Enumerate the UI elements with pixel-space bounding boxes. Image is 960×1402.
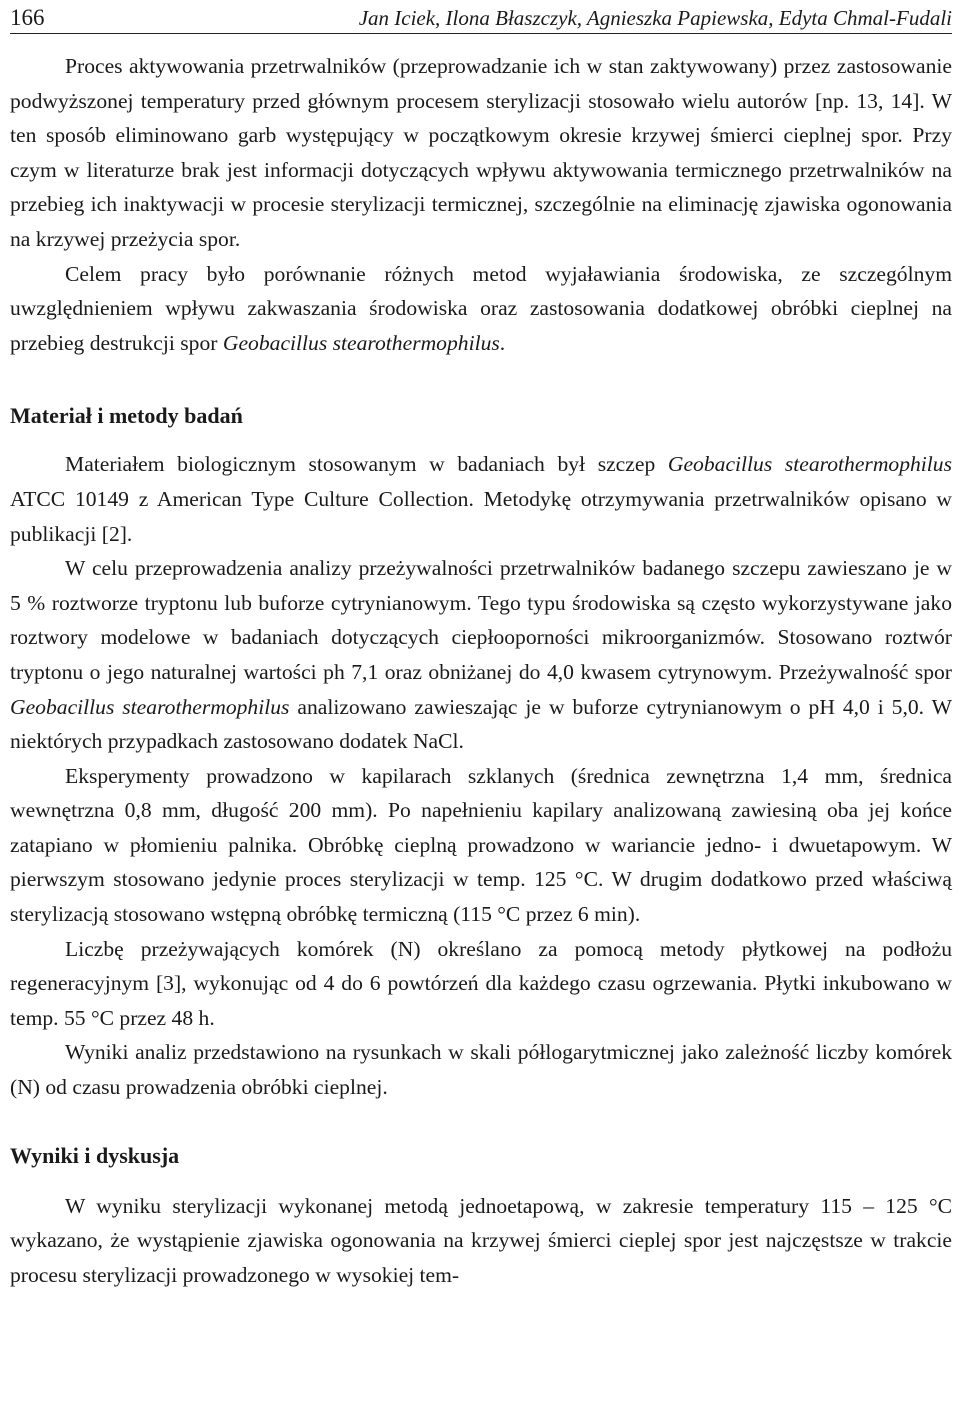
page-number: 166 — [10, 5, 45, 30]
running-head — [10, 0, 952, 34]
intro-paragraph-2-text: Celem pracy było porównanie różnych metod wyjaławiania środowiska, ze szczególnym uwzględnieniem wpływu zakwaszania środowiska oraz zastosowania dodatkowej obróbki cieplnej na przebieg destrukcji spor — [10, 261, 952, 355]
species-name: Geobacillus stearothermophilus — [222, 330, 500, 355]
intro-paragraph-1 — [10, 49, 952, 257]
materials-paragraph-1-text: Materiałem biologicznym stosowanym w badaniach był szczep — [65, 452, 668, 477]
running-head-authors: Jan Iciek, Ilona Błaszczyk, Agnieszka Papiewska, Edyta Chmal-Fudali — [358, 6, 952, 30]
materials-paragraph-3: Eksperymenty prowadzono w kapilarach szklanych (średnica zewnętrzna 1,4 mm, średnica wewnętrzna 0,8 mm, długość 200 mm). Po napełnieniu kapilary analizowaną zawiesiną oba jej końce zatapiano w płomieniu palnika. Obróbkę cieplną prowadzono w wariancie jedno- i dwuetapowym. W pierwszym stosowano jedynie proces sterylizacji w temp. 125 °C. W drugim dodatkowo przed właściwą sterylizacją stosowano wstępną obróbkę termiczną (115 °C przez 6 min). — [10, 763, 952, 927]
section-heading-materials: Materiał i metody badań — [10, 403, 243, 429]
materials-paragraph-1 — [10, 447, 952, 551]
intro-paragraph-2-end: . — [499, 330, 506, 355]
section-heading-results: Wyniki i dyskusja — [10, 1142, 180, 1168]
materials-paragraph-5: Wyniki analiz przedstawiono na rysunkach w skali półlogarytmicznej jako zależność liczby komórek (N) od czasu prowadzenia obróbki cieplnej. — [10, 1040, 952, 1100]
materials-paragraph-2 — [10, 551, 952, 759]
materials-paragraph-2-end: analizowano zawieszając je w buforze cytrynianowym o pH 4,0 i 5,0. W niektórych przypadkach zastosowano dodatek NaCl. — [10, 694, 952, 754]
intro-paragraph-1-text: Proces aktywowania przetrwalników (przeprowadzanie ich w stan zaktywowany) przez zastosowanie podwyższonej temperatury przed głównym procesem sterylizacji stosowało wielu autorów [np. 13, 14]. W ten sposób eliminowano garb występujący w początkowym okresie krzywej śmierci cieplnej spor. Przy czym w literaturze brak jest informacji dotyczących wpływu aktywowania termicznego przetrwalników na przebieg ich inaktywacji w procesie sterylizacji termicznej, szczególnie na eliminację zjawiska ogonowania na krzywej przeżycia spor. — [10, 54, 952, 251]
materials-paragraph-4: Liczbę przeżywających komórek (N) określano za pomocą metody płytkowej na podłożu regeneracyjnym [3], wykonując od 4 do 6 powtórzeń dla każdego czasu ogrzewania. Płytki inkubowano w temp. 55 °C przez 48 h. — [10, 936, 952, 1030]
article-body — [10, 49, 952, 1292]
materials-paragraph-2-text: W celu przeprowadzenia analizy przeżywalności przetrwalników badanego szczepu zawieszano je w 5 % roztworze tryptonu lub buforze cytrynianowym. Tego typu środowiska są często wykorzystywane jako roztwory modelowe w badaniach dotyczących ciepłooporności mikroorganizmów. Stosowano roztwór tryptonu o jego naturalnej wartości ph 7,1 oraz obniżanej do 4,0 kwasem cytrynowym. Przeżywalność spor — [10, 556, 952, 684]
intro-paragraph-2 — [10, 257, 952, 361]
results-paragraph-1: W wyniku sterylizacji wykonanej metodą jednoetapową, w zakresie temperatury 115 – 125 °C wykazano, że wystąpienie zjawiska ogonowania na krzywej śmierci cieplej spor jest najczęstsze w trakcie procesu sterylizacji prowadzonego w wysokiej tem- — [10, 1193, 952, 1287]
species-name: Geobacillus stearothermophilus — [10, 694, 290, 719]
species-name: Geobacillus stearothermophilus — [667, 452, 953, 477]
materials-paragraph-1-end: ATCC 10149 z American Type Culture Collection. Metodykę otrzymywania przetrwalników opisano w publikacji [2]. — [10, 486, 952, 546]
